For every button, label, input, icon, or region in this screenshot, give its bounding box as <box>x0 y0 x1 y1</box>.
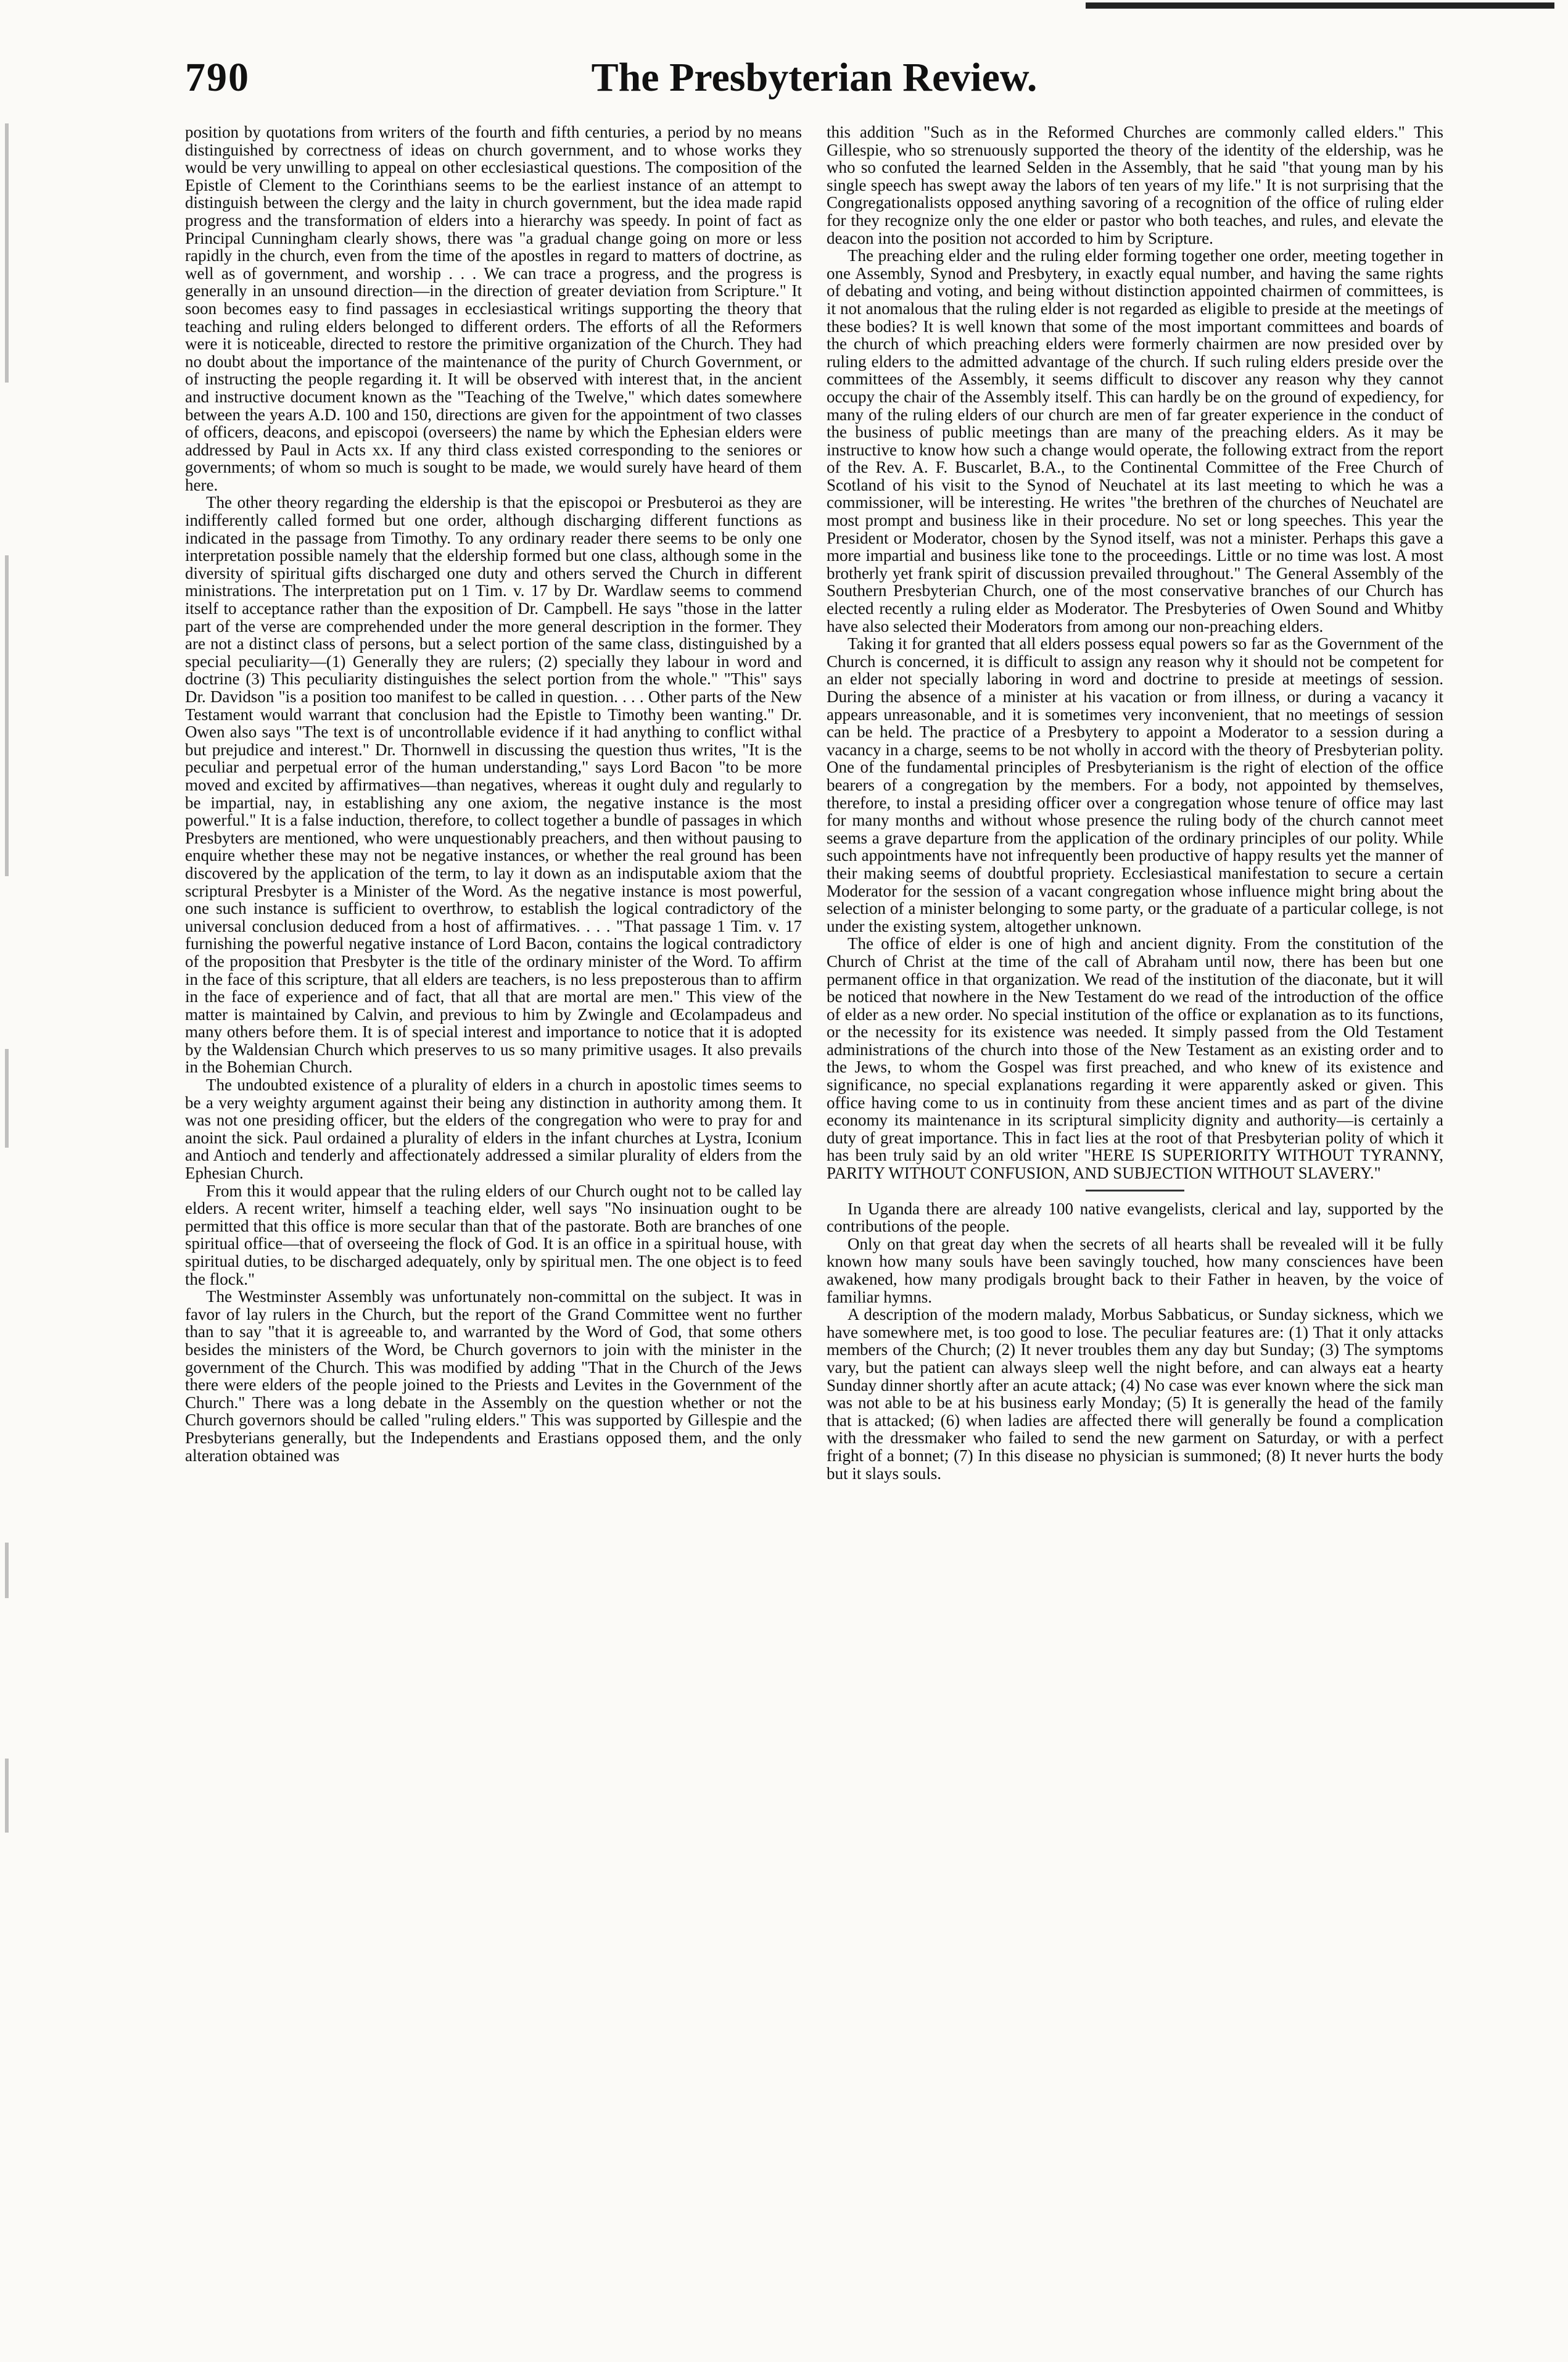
page-header <box>185 54 1443 122</box>
paragraph: position by quotations from writers of the fourth and fifth centuries, a period by no means distinguished by correctness of ideas on church government, and to whose works they would be very unwilling to appeal on other ecclesiastical questions. The composition of the Epistle of Clement to the Corinthians seems to be the earliest instance of an attempt to distinguish between the clergy and the laity in church government, but the idea made rapid progress and the transformation of elders into a hierarchy was speedy. In point of fact as Principal Cunningham clearly shows, there was "a gradual change going on more or less rapidly in the church, even from the time of the apostles in regard to matters of doctrine, as well as of government, and worship . . . We can trace a progress, and the progress is generally in an unsound direction—in the direction of greater deviation from Scripture." It soon becomes easy to find passages in ecclesiastical writings supporting the theory that teaching and ruling elders belonged to different orders. The efforts of all the Reformers were it is noticeable, directed to restore the primitive organization of the Church. They had no doubt about the importance of the maintenance of the purity of Church Government, or of instructing the people regarding it. It will be observed with interest that, in the ancient and instructive document known as the "Teaching of the Twelve," which dates somewhere between the years A.D. 100 and 150, directions are given for the appointment of two classes of officers, deacons, and episcopoi (overseers) the name by which the Ephesian elders were addressed by Paul in Acts xx. If any third class existed corresponding to the seniores or governments; of whom so much is sought to be made, we would surely have heard of them here. <box>185 123 802 494</box>
paragraph: From this it would appear that the ruling elders of our Church ought not to be called lay elders. A recent writer, himself a teaching elder, well says "No insinuation ought to be permitted that this office is more secular than that of the pastorate. Both are branches of one spiritual office—that of overseeing the flock of God. It is an office in a spiritual house, with spiritual duties, to be discharged adequately, only by spiritual men. The one object is to feed the flock." <box>185 1181 802 1288</box>
news-note: In Uganda there are already 100 native evangelists, clerical and lay, supported by the contributions of the people. <box>827 1199 1443 1236</box>
news-note: A description of the modern malady, Morbus Sabbaticus, or Sunday sickness, which we have somewhere met, is too good to lose. The peculiar features are: (1) That it only attacks members of the Church; (2) It never troubles them any day but Sunday; (3) The symptoms vary, but the patient can always sleep well the night before, and can always eat a hearty Sunday dinner shortly after an acute attack; (4) No case was ever known where the sick man was not able to be at his business early Monday; (5) It is generally the head of the family that is attacked; (6) when ladies are affected there will generally be found a complication with the dressmaker who failed to send the new garment on Saturday, or with a perfect fright of a bonnet; (7) In this disease no physician is summoned; (8) It never hurts the body but it slays souls. <box>827 1305 1443 1483</box>
paragraph: The Westminster Assembly was unfortunately non-committal on the subject. It was in favor of lay rulers in the Church, but the report of the Grand Committee went no further than to say "that it is agreeable to, and warranted by the Word of God, that some others besides the ministers of the Word, be Church governors to join with the minister in the government of the Church. This was modified by adding "That in the Church of the Jews there were elders of the people joined to the Priests and Levites in the Government of the Church." There was a long debate in the Assembly on the question whether or not the Church governors should be called "ruling elders." This was supported by Gillespie and the Presbyterians generally, but the Independents and Erastians opposed them, and the only alteration obtained was <box>185 1287 802 1465</box>
left-column <box>185 123 802 2308</box>
right-column <box>827 123 1443 2308</box>
paragraph: Taking it for granted that all elders possess equal powers so far as the Government of the Church is concerned, it is difficult to assign any reason why it should not be competent for an elder not specially laboring in word and doctrine to preside at meetings of session. During the absence of a minister at his vacation or from illness, or during a vacancy it appears unreasonable, and it is sometimes very inconvenient, that no meetings of session can be held. The practice of a Presbytery to appoint a Moderator to a session during a vacancy in a charge, seems to be not wholly in accord with the theory of Presbyterian polity. One of the fundamental principles of Presbyterianism is the right of election of the office bearers of a congregation by the members. For a body, not appointed by themselves, therefore, to instal a presiding officer over a congregation whose tenure of office may last for many months and without whose presence the ruling body of the church cannot meet seems a grave departure from the application of the ordinary principles of our polity. While such appointments have not infrequently been productive of happy results yet the manner of their making seems of doubtful propriety. Ecclesiastical manifestation to secure a certain Moderator for the session of a vacant congregation whose influence might bring about the selection of a minister belonging to some party, or the graduate of a particular college, is not under the existing system, altogether unknown. <box>827 634 1443 935</box>
section-divider <box>1086 1190 1184 1191</box>
news-note: Only on that great day when the secrets of all hearts shall be revealed will it be fully known how many souls have been savingly touched, how many consciences have been awakened, how many prodigals brought back to their Father in heaven, by the voice of familiar hymns. <box>827 1234 1443 1306</box>
page-number: 790 <box>185 55 250 100</box>
article-columns <box>185 123 1443 2308</box>
paragraph: this addition "Such as in the Reformed Churches are commonly called elders." This Gillespie, who so strenuously supported the theory of the identity of the eldership, was he who so confuted the learned Selden in the Assembly, that he said "that young man by his single speech has swept away the labors of ten years of my life." It is not surprising that the Congregationalists opposed anything savoring of a recognition of the office of ruling elder for they recognize only the one elder or pastor who both teaches, and rules, and elevate the deacon into the position not accorded to him by Scripture. <box>827 123 1443 247</box>
paragraph: The undoubted existence of a plurality of elders in a church in apostolic times seems to be a very weighty argument against their being any distinction in authority among them. It was not one presiding officer, but the elders of the congregation who were to pray for and anoint the sick. Paul ordained a plurality of elders in the infant churches at Lystra, Iconium and Antioch and tenderly and affectionately addressed a similar plurality of elders from the Ephesian Church. <box>185 1075 802 1183</box>
paragraph: The preaching elder and the ruling elder forming together one order, meeting together in one Assembly, Synod and Presbytery, in exactly equal number, and having the same rights of debating and voting, and being without distinction appointed chairmen of committees, is it not anomalous that the ruling elder is not regarded as eligible to preside at the meetings of these bodies? It is well known that some of the most important committees and boards of the church of which preaching elders were formerly chairmen are now presided over by ruling elders to the admitted advantage of the church. If such ruling elders preside over the committees of the Assembly, it seems difficult to discover any reason why they cannot occupy the chair of the Assembly itself. This can hardly be on the ground of expediency, for many of the ruling elders of our church are men of far greater experience in the conduct of the business of public meetings than are many of the preaching elders. As it may be instructive to know how such a change would operate, the following extract from the report of the Rev. A. F. Buscarlet, B.A., to the Continental Committee of the Free Church of Scotland of his visit to the Synod of Neuchatel at its last meeting to which he was a commissioner, will be interesting. He writes "the brethren of the churches of Neuchatel are most prompt and business like in their procedure. No set or long speeches. This year the President or Moderator, chosen by the Synod itself, was not a minister. Perhaps this gave a more impartial and business like tone to the proceedings. Little or no time was lost. A most brotherly yet frank spirit of discussion prevailed throughout." The General Assembly of the Southern Presbyterian Church, one of the most conservative branches of our Church has elected recently a ruling elder as Moderator. The Presbyteries of Owen Sound and Whitby have also selected their Moderators from among our non-preaching elders. <box>827 246 1443 636</box>
running-title: The Presbyterian Review. <box>591 55 1038 100</box>
paragraph: The office of elder is one of high and ancient dignity. From the constitution of the Church of Christ at the time of the call of Abraham until now, there has been but one permanent office in that organization. We read of the institution of the diaconate, but it will be noticed that nowhere in the New Testament do we read of the introduction of the office of elder as a new order. No special institution of the office or explanation as to its functions, or the necessity for its existence was needed. It simply passed from the Old Testament administrations of the church into those of the New Testament as an existing order and to the Jews, to whom the Gospel was first preached, and who knew of its existence and significance, no special explanations regarding it were apparently asked or given. This office having come to us in continuity from these ancient times and as part of the divine economy its maintenance in its scriptural simplicity dignity and authority—is certainly a duty of great importance. This in fact lies at the root of that Presbyterian polity of which it has been truly said by an old writer "HERE IS SUPERIORITY WITHOUT TYRANNY, PARITY WITHOUT CONFUSION, AND SUBJECTION WITHOUT SLAVERY." <box>827 934 1443 1183</box>
scan-margin-ink <box>0 123 16 1975</box>
paragraph: The other theory regarding the eldership is that the episcopoi or Presbuteroi as they are indifferently called formed but one order, although discharging different functions as indicated in the passage from Timothy. To any ordinary reader there seems to be only one interpretation possible namely that the eldership formed but one class, although some in the diversity of spiritual gifts discharged one duty and others served the Church in different ministrations. The interpretation put on 1 Tim. v. 17 by Dr. Wardlaw seems to commend itself to acceptance rather than the exposition of Dr. Campbell. He says "those in the latter part of the verse are comprehended under the more general description in the former. They are not a distinct class of persons, but a select portion of the same class, distinguished by a special peculiarity—(1) Generally they are rulers; (2) specially they labour in word and doctrine (3) This peculiarity distinguishes the select portion from the whole." "This" says Dr. Davidson "is a position too manifest to be called in question. . . . Other parts of the New Testament would warrant that conclusion had the Epistle to Timothy been wanting." Dr. Owen also says "The text is of uncontrollable evidence if it had anything to conflict withal but prejudice and interest." Dr. Thornwell in discussing the question thus writes, "It is the peculiar and perpetual error of the human understanding," says Lord Bacon "to be more moved and excited by affirmatives—than negatives, whereas it ought duly and regularly to be impartial, nay, in establishing any one axiom, the negative instance is the most powerful." It is a false induction, therefore, to collect together a bundle of passages in which Presbyters are mentioned, who were unquestionably preachers, and then without pausing to enquire whether these may not be negative instances, or whether the real ground has been discovered by the application of the term, to lay it down as an indisputable axiom that the scriptural Presbyter is a Minister of the Word. As the negative instance is most powerful, one such instance is sufficient to overthrow, to establish the logical contradictory of the universal conclusion deduced from a host of affirmatives. . . . "That passage 1 Tim. v. 17 furnishing the powerful negative instance of Lord Bacon, contains the logical contradictory of the proposition that Presbyter is the title of the ordinary minister of the Word. To affirm in the face of this scripture, that all elders are teachers, is no less preposterous than to affirm in the face of experience and of fact, that all that are mortal are men." This view of the matter is maintained by Calvin, and previous to him by Zwingle and Œcolampadeus and many others before them. It is of special interest and importance to notice that it is adopted by the Waldensian Church which preserves to us so many primitive usages. It also prevails in the Bohemian Church. <box>185 493 802 1077</box>
top-edge-rule <box>1086 2 1554 9</box>
